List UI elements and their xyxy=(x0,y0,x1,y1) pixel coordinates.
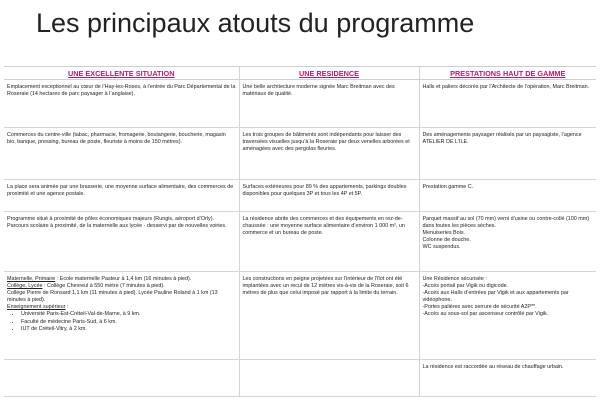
maternelle-line xyxy=(7,276,236,283)
security-line: -Accès au sous-sol par ascenseur contrôlé par Vigik. xyxy=(422,311,549,318)
cell-residence: Les constructions en peigne projetées sur l’intérieur de l’îlot ont été implantées avec un recul de 12 mètres vis-à-vis de la Roseraie, soit 6 mètres de plus que celui imposé par rapport à la limite du terrain. xyxy=(239,272,419,360)
college-text: : Collège Chevreul à 550 mètre (7 minutes à pied). xyxy=(42,283,165,290)
maternelle-text: : Ecole maternelle Pasteur à 1,4 km (16 minutes à pied). xyxy=(55,276,192,282)
atouts-table xyxy=(4,66,596,397)
cell-residence xyxy=(239,360,419,397)
prestation-line: Menuiseries Bois. xyxy=(422,230,466,237)
page-title: Les principaux atouts du programme xyxy=(36,8,475,38)
table-row xyxy=(4,80,596,128)
cell-situation: Programme situé à proximité de pôles économiques majeurs (Rungis, aéroport d’Orly). Parcours scolaire à proximité, de la maternelle aux lycée - desservi par de nouvelles voiries. xyxy=(4,212,239,272)
cell-prestations: Halls et paliers décorés par l’Architecte de l’opération, Marc Breitman. xyxy=(419,80,596,128)
cell-situation: La place sera animée par une brasserie, une moyenne surface alimentaire, des commerces de proximité et une agence postale. xyxy=(4,180,239,212)
prestation-line: WC suspendus. xyxy=(422,244,461,251)
security-line: -Accès portail par Vigik ou digicode. xyxy=(422,283,509,290)
cell-situation xyxy=(4,360,239,397)
column-header-prestations: PRESTATIONS HAUT DE GAMME xyxy=(419,67,596,80)
list-item: • Faculté de médecine Paris-Sud, à 6 km. xyxy=(21,319,236,326)
prestation-line: Parquet massif au sol (70 mm) verni d’usine ou contre-collé (100 mm) dans toutes les pièces sèches. xyxy=(422,216,590,230)
list-item: • Université Paris-Est-Créteil-Val-de-Marne, à 9 km. xyxy=(21,311,236,318)
cell-residence: La résidence abrite des commerces et des équipements en rez-de-chaussée : une moyenne surface alimentaire d’environ 1 000 m², un commerce et un bureau de poste. xyxy=(239,212,419,272)
list-item: • IUT de Créteil-Vitry, à 2 km. xyxy=(21,326,236,333)
table-header-row xyxy=(4,67,596,80)
superieur-list xyxy=(7,311,236,332)
maternelle-label: Maternelle, Primaire xyxy=(7,276,56,282)
cell-prestations: Prestation gamme C. xyxy=(419,180,596,212)
college-line xyxy=(7,283,236,290)
superieur-label: Enseignement supérieur xyxy=(7,304,66,311)
column-header-residence: UNE RESIDENCE xyxy=(239,67,419,80)
cell-prestations xyxy=(419,212,596,272)
table-row xyxy=(4,272,596,360)
security-line: -Portes palières avec serrure de sécurité A2P**. xyxy=(422,304,537,311)
cell-situation: Emplacement exceptionnel au cœur de l’Hay-les-Roses, à l’entrée du Parc Départemental de la Roseraie (14 hectares de parc paysager à l’anglaise). xyxy=(4,80,239,128)
table-row xyxy=(4,360,596,397)
column-header-situation: UNE EXCELLENTE SITUATION xyxy=(4,67,239,80)
table-row xyxy=(4,212,596,272)
cell-prestations: Des aménagements paysager réalisés par un paysagiste, l’agence ATELIER DE L’ILE. xyxy=(419,128,596,180)
security-heading: Une Résidence sécurisée : xyxy=(422,276,487,282)
superieur-line xyxy=(7,304,236,311)
cell-residence: Surfaces extérieures pour 89 % des appartements, parkings doubles disponibles pour quelques 3P et tous les 4P et 5P. xyxy=(239,180,419,212)
cell-prestations-security xyxy=(419,272,596,360)
cell-situation-schools xyxy=(4,272,239,360)
table-row xyxy=(4,180,596,212)
college-label: Collège, Lycée xyxy=(7,283,43,290)
cell-residence: Les trois groupes de bâtiments sont indépendants pour laisser des traversées visuelles jusqu’à la Roseraie par deux venelles arborées et aménagées avec des pergolas fleuries. xyxy=(239,128,419,180)
cell-situation: Commerces du centre-ville (tabac, pharmacie, fromagerie, boulangerie, boucherie, magasin bio, banque, pressing, bureau de poste, fleuriste à moins de 150 mètres). xyxy=(4,128,239,180)
superieur-suffix: : xyxy=(65,304,69,311)
cell-prestations: La résidence est raccordée au réseau de chauffage urbain. xyxy=(419,360,596,397)
prestation-line: Colonne de douche. xyxy=(422,237,471,244)
table-row xyxy=(4,128,596,180)
cell-residence: Une belle architecture moderne signée Marc Breitman avec des matériaux de qualité. xyxy=(239,80,419,128)
college-line-2: Collège Pierre de Ronsard 1,1 km (11 minutes à pied). Lycée Pauline Roland à 1 km (13 minutes à pied). xyxy=(7,290,218,304)
security-line: -Accès aux Halls d’entrées par Vigik et aux appartements par vidéophone. xyxy=(422,290,569,304)
